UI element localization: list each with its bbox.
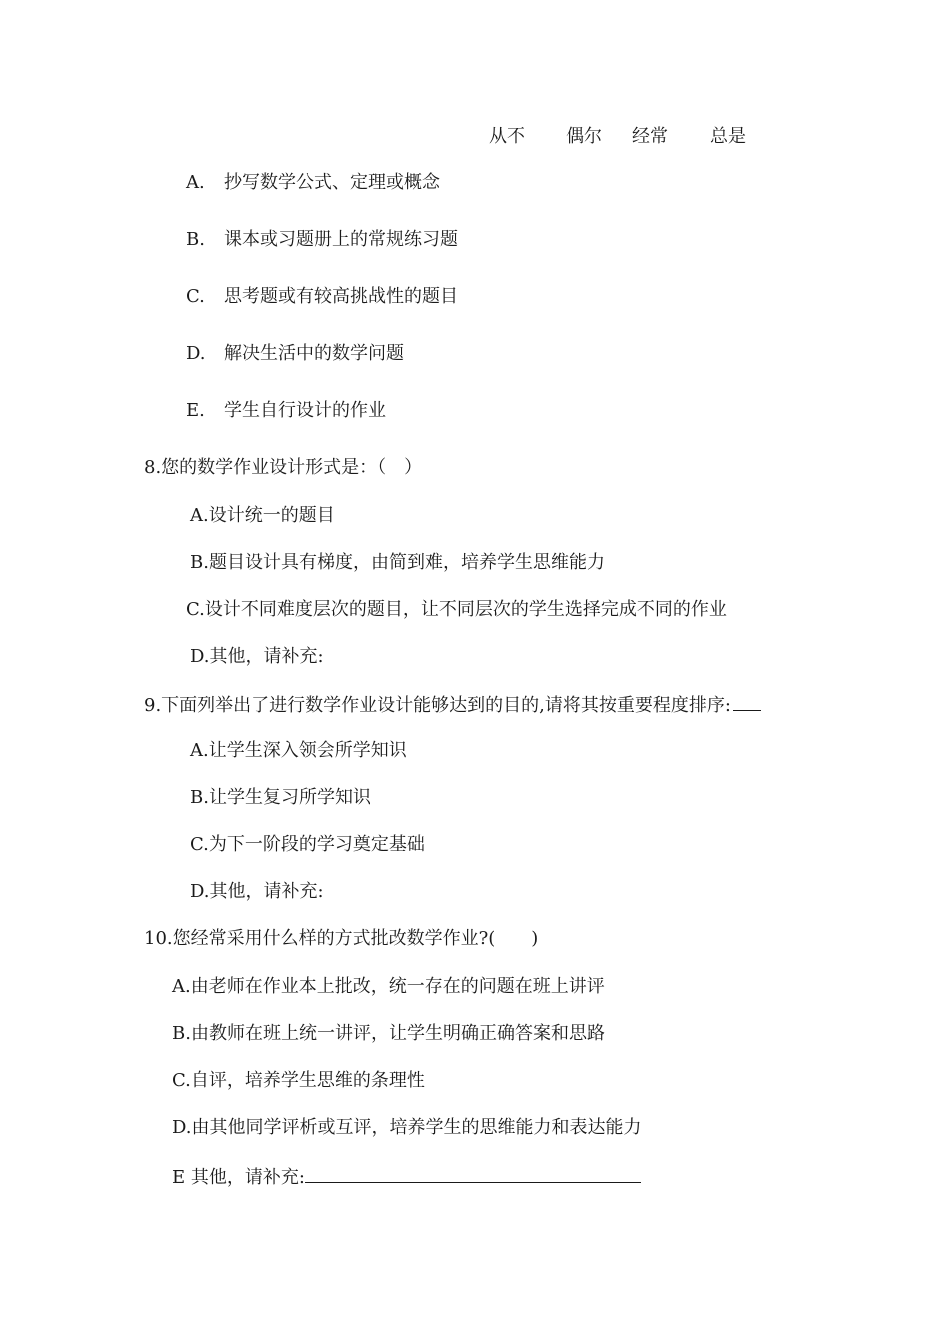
q7-item-letter: E. [186, 400, 205, 421]
header-often: 经常 [632, 126, 668, 147]
q10-option-d[interactable]: D.由其他同学评析或互评，培养学生的思维能力和表达能力 [172, 1117, 642, 1138]
q9-question-text: 9.下面列举出了进行数学作业设计能够达到的目的,请将其按重要程度排序: [144, 695, 731, 716]
q7-item-text: 抄写数学公式、定理或概念 [224, 172, 440, 193]
header-sometimes: 偶尔 [566, 126, 602, 147]
q10-option-a[interactable]: A.由老师在作业本上批改，统一存在的问题在班上讲评 [172, 976, 605, 997]
q7-item [186, 171, 440, 195]
q7-item-text: 解决生活中的数学问题 [224, 343, 404, 364]
q7-item-text: 课本或习题册上的常规练习题 [224, 229, 458, 250]
q7-item [186, 399, 386, 423]
q9-option-b[interactable]: B.让学生复习所学知识 [190, 787, 371, 808]
q7-item [186, 228, 458, 252]
q9-question [144, 692, 761, 718]
q8-option-d[interactable]: D.其他，请补充: [190, 646, 324, 667]
q8-option-b[interactable]: B.题目设计具有梯度，由简到难，培养学生思维能力 [190, 552, 605, 573]
q7-item [186, 342, 404, 366]
q10-option-e-label: E 其他，请补充: [172, 1167, 305, 1188]
q7-item-letter: C. [186, 286, 205, 307]
q7-item-letter: B. [186, 229, 205, 250]
q8-question: 8.您的数学作业设计形式是：（ ） [144, 457, 423, 478]
q7-item-letter: D. [186, 343, 206, 364]
q7-item-text: 思考题或有较高挑战性的题目 [224, 286, 458, 307]
q8-option-c[interactable]: C.设计不同难度层次的题目，让不同层次的学生选择完成不同的作业 [186, 599, 727, 620]
q9-option-c[interactable]: C.为下一阶段的学习奠定基础 [190, 834, 425, 855]
q9-answer-blank[interactable] [733, 692, 761, 711]
q9-option-d[interactable]: D.其他，请补充: [190, 881, 324, 902]
q8-option-a[interactable]: A.设计统一的题目 [190, 505, 335, 526]
header-always: 总是 [710, 126, 746, 147]
q10-option-b[interactable]: B.由教师在班上统一讲评，让学生明确正确答案和思路 [172, 1023, 605, 1044]
q7-item-letter: A. [186, 172, 205, 193]
q7-item-text: 学生自行设计的作业 [224, 400, 386, 421]
q10-option-e [172, 1164, 641, 1190]
q10-question: 10.您经常采用什么样的方式批改数学作业?( ) [144, 928, 539, 949]
q9-option-a[interactable]: A.让学生深入领会所学知识 [190, 740, 407, 761]
header-never: 从不 [489, 126, 525, 147]
q10-other-input-line[interactable] [305, 1164, 641, 1183]
q10-option-c[interactable]: C.自评，培养学生思维的条理性 [172, 1070, 425, 1091]
q7-item [186, 285, 458, 309]
